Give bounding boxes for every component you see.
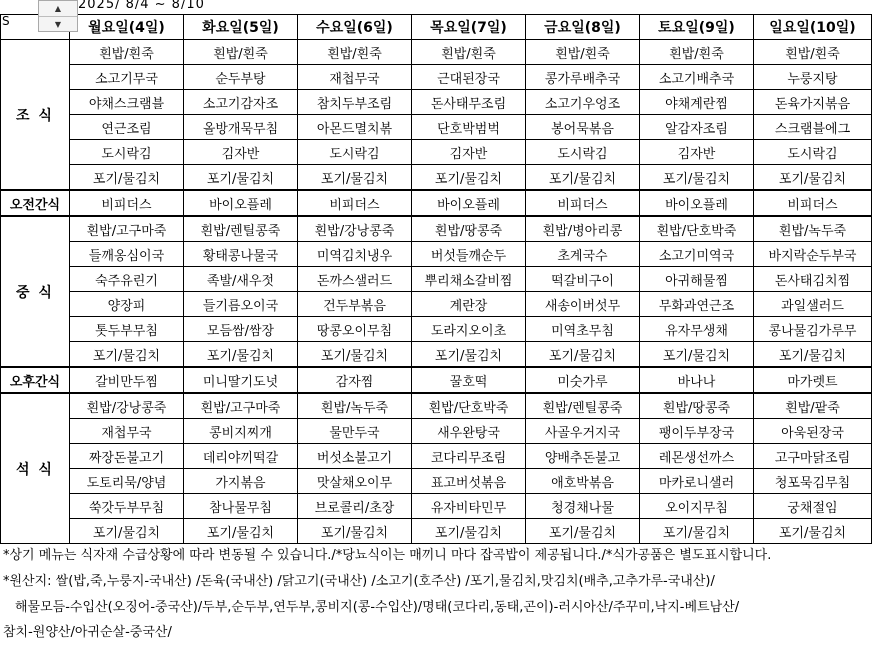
snack-cell: 바이오플레	[412, 190, 526, 216]
menu-cell: 오이지무침	[640, 494, 754, 519]
menu-cell: 포기/물김치	[526, 165, 640, 191]
menu-cell: 청포묵김무침	[754, 469, 872, 494]
snack-cell: 바이오플레	[184, 190, 298, 216]
lunch-row	[1, 267, 872, 292]
menu-cell: 콩가루배추국	[526, 65, 640, 90]
dinner-row	[1, 393, 872, 419]
menu-cell: 포기/물김치	[754, 342, 872, 368]
menu-cell: 들기름오이국	[184, 292, 298, 317]
menu-cell: 미역초무침	[526, 317, 640, 342]
day-header: 수요일(6일)	[298, 15, 412, 40]
morning-snack-row	[1, 190, 872, 216]
menu-cell: 궁채절임	[754, 494, 872, 519]
menu-cell: 건두부볶음	[298, 292, 412, 317]
snack-cell: 꿀호떡	[412, 367, 526, 393]
menu-cell: 포기/물김치	[298, 519, 412, 544]
menu-cell: 흰밥/흰죽	[184, 40, 298, 65]
menu-cell: 흰밥/녹두죽	[298, 393, 412, 419]
menu-cell: 양배추돈불고	[526, 444, 640, 469]
menu-cell: 흰밥/흰죽	[412, 40, 526, 65]
menu-cell: 흰밥/땅콩죽	[412, 216, 526, 242]
menu-cell: 흰밥/단호박죽	[640, 216, 754, 242]
breakfast-row	[1, 165, 872, 191]
menu-cell: 흰밥/흰죽	[70, 40, 184, 65]
menu-cell: 땅콩오이무침	[298, 317, 412, 342]
menu-cell: 흰밥/흰죽	[298, 40, 412, 65]
snack-cell: 미니딸기도넛	[184, 367, 298, 393]
menu-cell: 레몬생선까스	[640, 444, 754, 469]
day-header-row	[1, 15, 872, 40]
menu-cell: 도시락김	[526, 140, 640, 165]
menu-cell: 새송이버섯무	[526, 292, 640, 317]
afternoon-snack-label: 오후간식	[1, 367, 70, 393]
menu-cell: 청경채나물	[526, 494, 640, 519]
menu-cell: 포기/물김치	[412, 342, 526, 368]
snack-cell: 비피더스	[754, 190, 872, 216]
dinner-row	[1, 469, 872, 494]
day-header: 금요일(8일)	[526, 15, 640, 40]
menu-cell: 포기/물김치	[526, 519, 640, 544]
snack-cell: 마가렛트	[754, 367, 872, 393]
menu-cell: 소고기무국	[70, 65, 184, 90]
menu-cell: 포기/물김치	[184, 342, 298, 368]
menu-cell: 맛살채오이무	[298, 469, 412, 494]
lunch-row	[1, 342, 872, 368]
menu-cell: 김자반	[184, 140, 298, 165]
menu-change-note: *상기 메뉴는 식자재 수급상황에 따라 변동될 수 있습니다./*당뇨식이는 매끼니 마다 잡곡밥이 제공됩니다./*식가공품은 별도표시합니다.	[3, 548, 772, 563]
menu-cell: 포기/물김치	[754, 165, 872, 191]
menu-cell: 계란장	[412, 292, 526, 317]
origin-note-continued: 해물모듬-수입산(오징어-중국산)/두부,순두부,연두부,콩비지(콩-수입산)/명태(코다리,동태,곤이)-러시아산/주꾸미,낙지-베트남산/	[15, 600, 740, 615]
menu-cell: 모듬쌈/쌈장	[184, 317, 298, 342]
spin-button[interactable]	[38, 0, 78, 32]
lunch-row	[1, 292, 872, 317]
menu-cell: 참나물무침	[184, 494, 298, 519]
menu-cell: 포기/물김치	[184, 519, 298, 544]
day-header: 일요일(10일)	[754, 15, 872, 40]
snack-cell: 미숫가루	[526, 367, 640, 393]
menu-cell: 유자비타민무	[412, 494, 526, 519]
menu-cell: 김자반	[412, 140, 526, 165]
menu-cell: 흰밥/병아리콩	[526, 216, 640, 242]
menu-cell: 소고기배추국	[640, 65, 754, 90]
menu-cell: 황태콩나물국	[184, 242, 298, 267]
menu-cell: 버섯들깨순두	[412, 242, 526, 267]
menu-cell: 흰밥/땅콩죽	[640, 393, 754, 419]
menu-cell: 재첩무국	[298, 65, 412, 90]
menu-cell: 표고버섯볶음	[412, 469, 526, 494]
menu-cell: 고구마닭조림	[754, 444, 872, 469]
morning-snack-label: 오전간식	[1, 190, 70, 216]
sheet-top-strip	[0, 0, 874, 14]
menu-cell: 버섯소불고기	[298, 444, 412, 469]
menu-cell: 짜장돈불고기	[70, 444, 184, 469]
menu-cell: 흰밥/단호박죽	[412, 393, 526, 419]
menu-cell: 도라지오이초	[412, 317, 526, 342]
breakfast-row	[1, 115, 872, 140]
menu-cell: 소고기우엉조	[526, 90, 640, 115]
menu-cell: 코다리무조림	[412, 444, 526, 469]
menu-cell: 순두부탕	[184, 65, 298, 90]
day-header: 화요일(5일)	[184, 15, 298, 40]
breakfast-row	[1, 40, 872, 65]
menu-cell: 스크램블에그	[754, 115, 872, 140]
menu-cell: 포기/물김치	[640, 342, 754, 368]
menu-cell: 포기/물김치	[298, 165, 412, 191]
menu-cell: 포기/물김치	[298, 342, 412, 368]
menu-cell: 톳두부무침	[70, 317, 184, 342]
menu-cell: 흰밥/흰죽	[640, 40, 754, 65]
lunch-row	[1, 242, 872, 267]
menu-cell: 아욱된장국	[754, 419, 872, 444]
menu-cell: 숙주유린기	[70, 267, 184, 292]
lunch-row	[1, 317, 872, 342]
menu-cell: 흰밥/강낭콩죽	[70, 393, 184, 419]
menu-cell: 포기/물김치	[526, 342, 640, 368]
menu-cell: 재첩무국	[70, 419, 184, 444]
snack-cell: 바나나	[640, 367, 754, 393]
menu-cell: 양장피	[70, 292, 184, 317]
menu-cell: 포기/물김치	[412, 165, 526, 191]
menu-cell: 흰밥/팥죽	[754, 393, 872, 419]
menu-cell: 도시락김	[754, 140, 872, 165]
breakfast-row	[1, 65, 872, 90]
menu-cell: 초계국수	[526, 242, 640, 267]
menu-cell: 도토리묵/양념	[70, 469, 184, 494]
menu-cell: 콩비지찌개	[184, 419, 298, 444]
menu-cell: 데리야끼떡갈	[184, 444, 298, 469]
day-header: 토요일(9일)	[640, 15, 754, 40]
menu-cell: 바지락순두부국	[754, 242, 872, 267]
menu-cell: 떡갈비구이	[526, 267, 640, 292]
day-header: 목요일(7일)	[412, 15, 526, 40]
menu-cell: 가지볶음	[184, 469, 298, 494]
origin-note-end: 참치-원양산/아귀순살-중국산/	[3, 625, 172, 640]
menu-cell: 도시락김	[70, 140, 184, 165]
weekly-menu-table	[0, 14, 872, 544]
menu-cell: 흰밥/흰죽	[754, 40, 872, 65]
menu-cell: 아귀해물찜	[640, 267, 754, 292]
menu-cell: 포기/물김치	[754, 519, 872, 544]
menu-cell: 돈까스샐러드	[298, 267, 412, 292]
menu-cell: 쑥갓두부무침	[70, 494, 184, 519]
menu-cell: 미역김치냉우	[298, 242, 412, 267]
menu-cell: 포기/물김치	[184, 165, 298, 191]
snack-cell: 비피더스	[70, 190, 184, 216]
menu-cell: 연근조림	[70, 115, 184, 140]
dinner-row	[1, 444, 872, 469]
menu-cell: 뿌리채소갈비찜	[412, 267, 526, 292]
dinner-row	[1, 419, 872, 444]
menu-cell: 브로콜리/초장	[298, 494, 412, 519]
menu-cell: 들깨옹심이국	[70, 242, 184, 267]
snack-cell: 감자찜	[298, 367, 412, 393]
snack-cell: 비피더스	[526, 190, 640, 216]
snack-cell: 갈비만두찜	[70, 367, 184, 393]
menu-cell: 알감자조림	[640, 115, 754, 140]
lunch-row	[1, 216, 872, 242]
menu-cell: 돈육가지볶음	[754, 90, 872, 115]
breakfast-label: 조 식	[1, 40, 70, 191]
menu-cell: 포기/물김치	[640, 165, 754, 191]
menu-cell: 도시락김	[298, 140, 412, 165]
menu-cell: 단호박범벅	[412, 115, 526, 140]
menu-cell: 무화과연근조	[640, 292, 754, 317]
menu-cell: 포기/물김치	[412, 519, 526, 544]
menu-cell: 김자반	[640, 140, 754, 165]
menu-cell: 흰밥/고구마죽	[70, 216, 184, 242]
menu-cell: 마카로니샐러	[640, 469, 754, 494]
menu-cell: 콩나물김가루무	[754, 317, 872, 342]
menu-cell: 흰밥/고구마죽	[184, 393, 298, 419]
origin-note: *원산지: 쌀(밥,죽,누룽지-국내산) /돈육(국내산) /닭고기(국내산) /소고기(호주산) /포기,물김치,맛김치(배추,고추가루-국내산)/	[3, 574, 715, 589]
breakfast-row	[1, 140, 872, 165]
dinner-row	[1, 494, 872, 519]
breakfast-row	[1, 90, 872, 115]
corner-mark: S	[2, 14, 10, 28]
menu-cell: 흰밥/강낭콩죽	[298, 216, 412, 242]
menu-cell: 팽이두부장국	[640, 419, 754, 444]
spin-up-icon[interactable]: ▲	[54, 4, 62, 13]
menu-cell: 사골우거지국	[526, 419, 640, 444]
menu-cell: 애호박볶음	[526, 469, 640, 494]
menu-cell: 흰밥/흰죽	[526, 40, 640, 65]
day-header: 월요일(4일)	[70, 15, 184, 40]
menu-cell: 근대된장국	[412, 65, 526, 90]
menu-cell: 소고기미역국	[640, 242, 754, 267]
menu-cell: 물만두국	[298, 419, 412, 444]
menu-cell: 새우완탕국	[412, 419, 526, 444]
menu-cell: 포기/물김치	[640, 519, 754, 544]
menu-cell: 야채계란찜	[640, 90, 754, 115]
menu-cell: 참치두부조림	[298, 90, 412, 115]
snack-cell: 바이오플레	[640, 190, 754, 216]
menu-cell: 야채스크램블	[70, 90, 184, 115]
menu-cell: 흰밥/렌틸콩죽	[184, 216, 298, 242]
menu-cell: 아몬드멸치볶	[298, 115, 412, 140]
menu-cell: 유자무생채	[640, 317, 754, 342]
menu-cell: 과일샐러드	[754, 292, 872, 317]
menu-cell: 봉어묵볶음	[526, 115, 640, 140]
menu-cell: 포기/물김치	[70, 165, 184, 191]
snack-cell: 비피더스	[298, 190, 412, 216]
menu-cell: 돈사태무조림	[412, 90, 526, 115]
dinner-row	[1, 519, 872, 544]
menu-cell: 포기/물김치	[70, 342, 184, 368]
menu-cell: 족발/새우젓	[184, 267, 298, 292]
lunch-label: 중 식	[1, 216, 70, 367]
menu-cell: 누룽지탕	[754, 65, 872, 90]
dinner-label: 석 식	[1, 393, 70, 544]
menu-cell: 흰밥/녹두죽	[754, 216, 872, 242]
menu-cell: 흰밥/렌틸콩죽	[526, 393, 640, 419]
menu-cell: 포기/물김치	[70, 519, 184, 544]
menu-cell: 올방개묵무침	[184, 115, 298, 140]
menu-cell: 소고기감자조	[184, 90, 298, 115]
date-range: 2025/ 8/4 ~ 8/10	[78, 0, 205, 12]
spin-down-icon[interactable]: ▼	[39, 16, 77, 32]
menu-cell: 돈사태김치찜	[754, 267, 872, 292]
afternoon-snack-row	[1, 367, 872, 393]
